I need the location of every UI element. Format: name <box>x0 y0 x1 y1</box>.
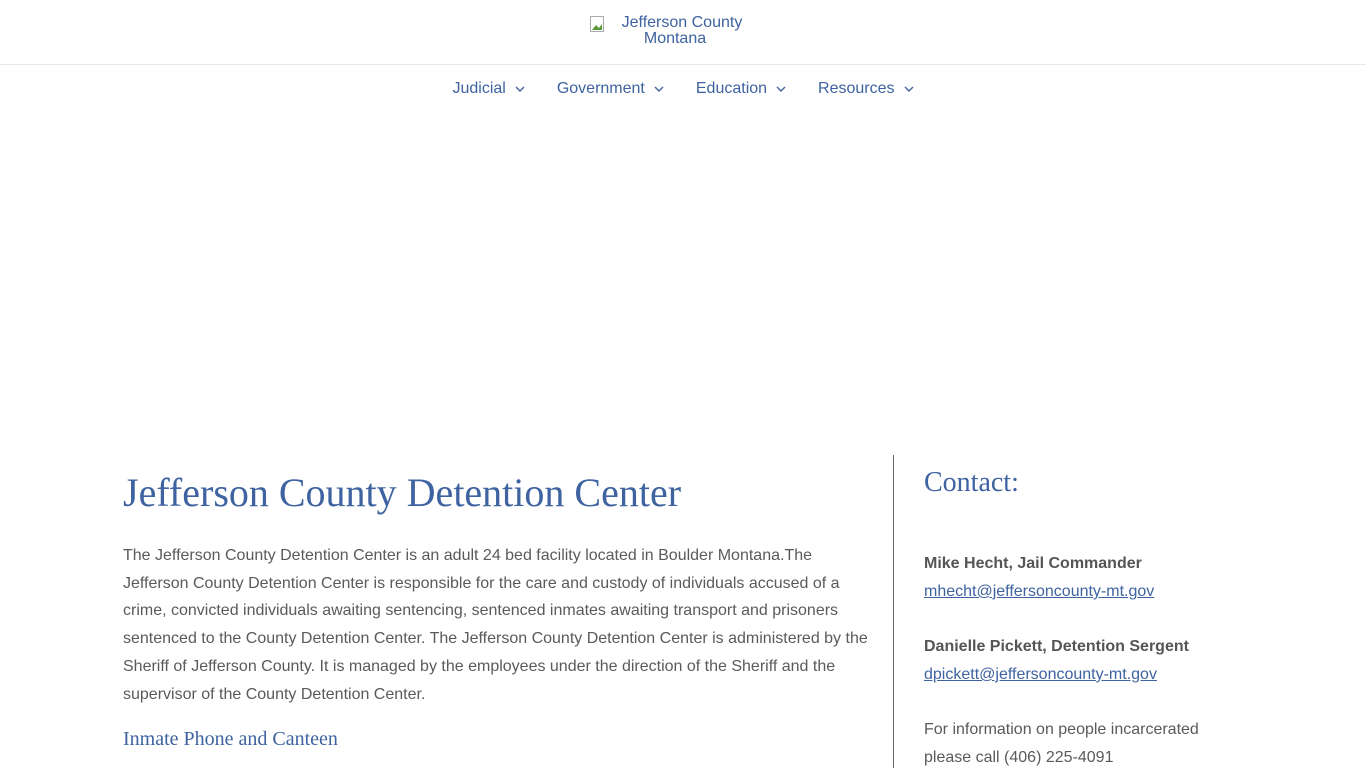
main-nav <box>0 78 1366 100</box>
nav-judicial[interactable] <box>436 78 540 100</box>
chevron-down-icon <box>776 86 786 92</box>
nav-label: Judicial <box>452 80 506 97</box>
inmate-phone-heading: Inmate Phone and Canteen <box>123 728 338 751</box>
intro-paragraph: The Jefferson County Detention Center is an adult 24 bed facility located in Boulder Montana.The Jefferson County Detention Center is responsible for the care and custody of individuals accused of a crime, convicted individuals awaiting sentencing, sentenced inmates awaiting transport and prisoners sentenced to the County Detention Center. The Jefferson County Detention Center is administered by the Sheriff of Jefferson County. It is managed by the employees under the direction of the Sheriff and the supervisor of the County Detention Center. <box>123 547 868 703</box>
site-header <box>0 0 1366 65</box>
contact-entry <box>924 633 1244 689</box>
chevron-down-icon <box>904 86 914 92</box>
chevron-down-icon <box>515 86 525 92</box>
nav-government[interactable] <box>541 78 680 100</box>
logo-line-2: Montana <box>643 30 707 47</box>
main-content <box>123 470 868 751</box>
nav-label: Government <box>556 80 645 97</box>
contact-sidebar <box>924 466 1244 772</box>
contact-title: Contact: <box>924 467 1019 498</box>
contact-name: Mike Hecht, Jail Commander <box>924 555 1142 572</box>
contact-name: Danielle Pickett, Detention Sergent <box>924 638 1189 655</box>
chevron-down-icon <box>654 86 664 92</box>
broken-image-icon <box>590 16 604 32</box>
contact-email-link[interactable]: dpickett@jeffersoncounty-mt.gov <box>924 666 1157 683</box>
nav-resources[interactable] <box>802 78 929 100</box>
site-logo[interactable] <box>590 15 760 47</box>
incarceration-info <box>924 716 1244 772</box>
contact-email-link[interactable]: mhecht@jeffersoncounty-mt.gov <box>924 583 1155 600</box>
info-line-2: please call (406) 225-4091 <box>924 749 1114 766</box>
nav-label: Education <box>695 80 768 97</box>
nav-education[interactable] <box>680 78 802 100</box>
info-line-1: For information on people incarcerated <box>924 721 1199 738</box>
column-divider <box>893 455 894 768</box>
logo-line-1: Jefferson County <box>621 14 743 31</box>
page-title: Jefferson County Detention Center <box>123 470 682 515</box>
nav-label: Resources <box>818 80 895 97</box>
contact-entry <box>924 550 1244 606</box>
